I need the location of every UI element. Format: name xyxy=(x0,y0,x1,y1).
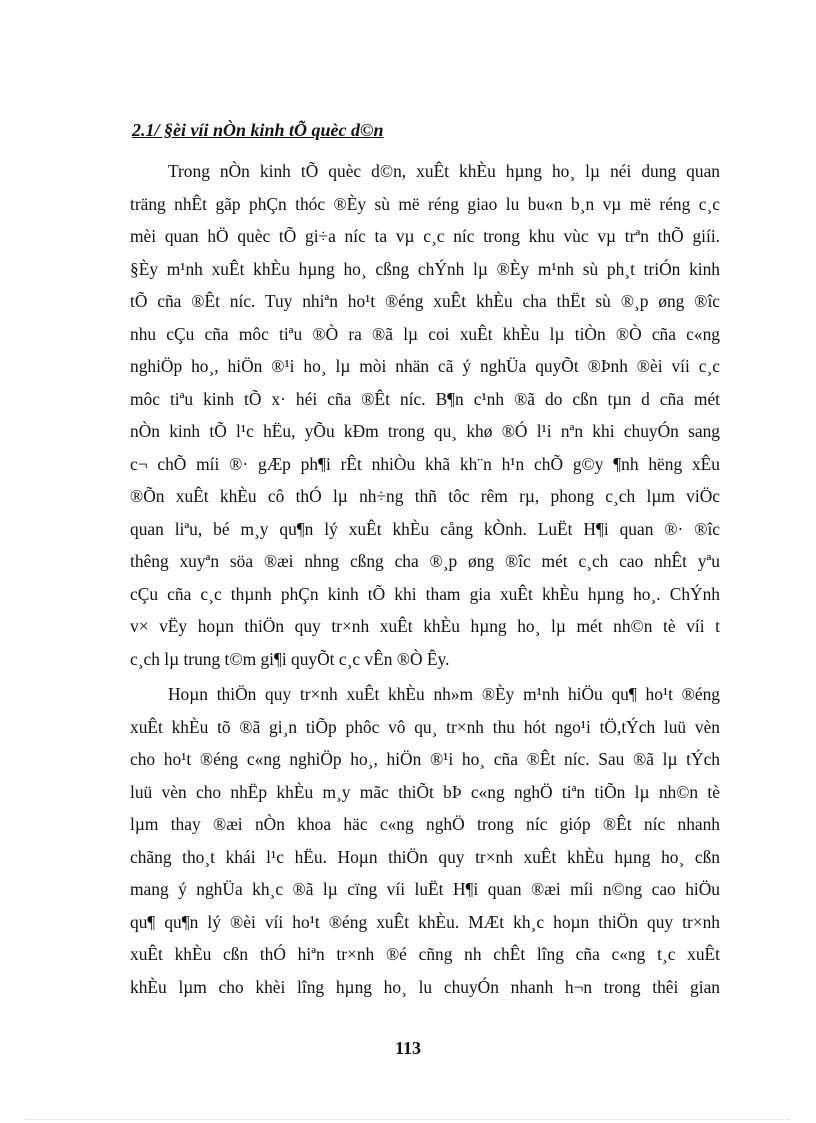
page-number: 113 xyxy=(394,1038,421,1058)
paragraph-line: cÇu cña c¸c thµnh phÇn kinh tÕ khi tham gia xuÊt khÈu hµng ho¸. ChÝnh xyxy=(130,583,720,604)
paragraph-line: thêng xuyªn söa ®æi nhng cßng cha ®¸p øng ®îc mét c¸ch cao nhÊt yªu xyxy=(130,551,720,571)
paragraph-line: träng nhÊt gãp phÇn thóc ®Èy sù më réng giao lu bu«n b¸n vµ më réng c¸c xyxy=(130,193,720,214)
paragraph-line: xuÊt khÈu tõ ®ã gi¸n tiÕp phôc vô qu¸ tr×nh thu hót ngo¹i tÖ,tÝch luü vèn xyxy=(130,716,720,737)
section-heading: 2.1/ §èi víi nÒn kinh tÕ quèc d©n xyxy=(132,120,384,140)
paragraph-line: Hoµn thiÖn quy tr×nh xuÊt khÈu nh»m ®Èy m¹nh hiÖu qu¶ ho¹t ®éng xyxy=(168,684,720,704)
paragraph-line: ®Õn xuÊt khÈu cô thÓ lµ nh÷ng thñ tôc rêm rµ, phong c¸ch lµm viÖc xyxy=(130,486,720,506)
paragraph-line: luü vèn cho nhËp khÈu m¸y mãc thiÕt bÞ c«ng nghÖ tiªn tiÕn lµ nh©n tè xyxy=(130,781,720,802)
paragraph-line: mèi quan hÖ quèc tÕ gi÷a níc ta vµ c¸c níc trong khu vùc vµ trªn thÕ giíi. xyxy=(130,226,720,246)
paragraph-line: nhu cÇu cña môc tiªu ®Ò ra ®ã lµ coi xuÊt khÈu lµ tiÒn ®Ò cña c«ng xyxy=(130,323,720,344)
paragraph-1 xyxy=(130,155,720,675)
paragraph-line: qu¶ qu¶n lý ®èi víi ho¹t ®éng xuÊt khÈu. MÆt kh¸c hoµn thiÖn quy tr×nh xyxy=(130,911,720,932)
paragraph-line: c¸ch lµ trung t©m gi¶i quyÕt c¸c vÊn ®Ò Êy. xyxy=(130,648,450,669)
paragraph-line: mang ý nghÜa kh¸c ®ã lµ cïng víi luËt H¶i quan ®æi míi n©ng cao hiÖu xyxy=(130,879,720,899)
paragraph-line: khÈu lµm cho khèi lîng hµng ho¸ lu chuyÓn nhanh h¬n trong thêi gian xyxy=(130,976,720,997)
paragraph-line: c¬ chÕ míi ®· gÆp ph¶i rÊt nhiÒu khã kh¨n h¹n chÕ g©y ¶nh hëng xÊu xyxy=(130,453,720,474)
paragraph-line: lµm thay ®æi nÒn khoa häc c«ng nghÖ trong níc gióp ®Êt níc nhanh xyxy=(130,814,720,834)
bottom-divider xyxy=(26,1119,790,1120)
paragraph-2 xyxy=(130,678,720,1003)
paragraph-line: tÕ cña ®Êt níc. Tuy nhiªn ho¹t ®éng xuÊt khÈu cha thËt sù ®¸p øng ®îc xyxy=(130,291,720,311)
paragraph-line: nghiÖp ho¸, hiÖn ®¹i ho¸ lµ mòi nhän cã ý nghÜa quyÕt ®Þnh ®èi víi c¸c xyxy=(130,356,720,376)
paragraph-line: §Èy m¹nh xuÊt khÈu hµng ho¸ cßng chÝnh lµ ®Èy m¹nh sù ph¸t triÓn kinh xyxy=(130,258,720,279)
paragraph-line: môc tiªu kinh tÕ x· héi cña ®Êt níc. B¶n c¹nh ®ã do cßn tµn d cña mét xyxy=(130,388,720,409)
paragraph-line: nÒn kinh tÕ l¹c hËu, yÕu kÐm trong qu¸ khø ®Ó l¹i nªn khi chuyÓn sang xyxy=(130,421,720,441)
paragraph-line: cho ho¹t ®éng c«ng nghiÖp ho¸, hiÖn ®¹i ho¸ cña ®Êt níc. Sau ®ã lµ tÝch xyxy=(130,749,720,769)
paragraph-line: Trong nÒn kinh tÕ quèc d©n, xuÊt khÈu hµng ho¸ lµ néi dung quan xyxy=(168,161,720,181)
paragraph-line: v× vËy hoµn thiÖn quy tr×nh xuÊt khÈu hµng ho¸ lµ mét nh©n tè víi t xyxy=(130,616,720,636)
paragraph-line: quan liªu, bé m¸y qu¶n lý xuÊt khÈu cång kÒnh. LuËt H¶i quan ®· ®îc xyxy=(130,518,720,539)
paragraph-line: xuÊt khÈu cßn thÓ hiªn tr×nh ®é cñng nh chÊt lîng cña c«ng t¸c xuÊt xyxy=(130,944,720,964)
paragraph-line: chãng tho¸t khái l¹c hËu. Hoµn thiÖn quy tr×nh xuÊt khÈu hµng ho¸ cßn xyxy=(130,846,720,867)
